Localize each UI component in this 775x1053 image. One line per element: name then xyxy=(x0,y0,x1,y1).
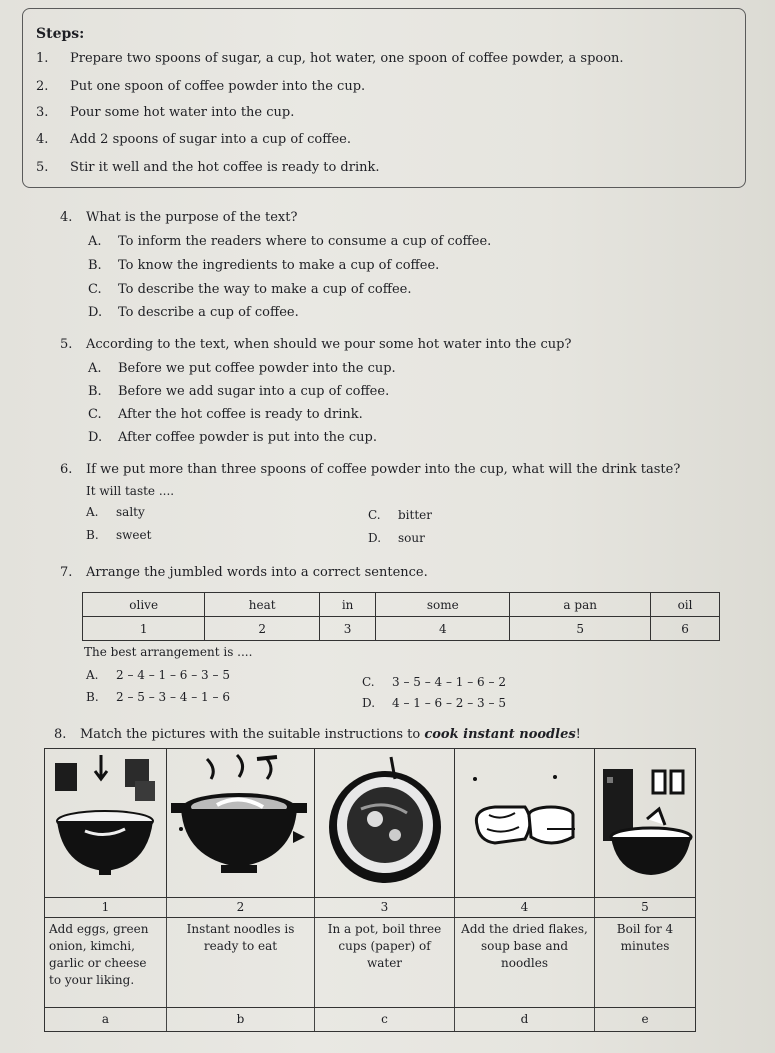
option-text: sour xyxy=(398,531,425,545)
option-text: 3 – 5 – 4 – 1 – 6 – 2 xyxy=(392,675,506,689)
step-number: 2. xyxy=(36,79,49,94)
option-text: sweet xyxy=(116,528,152,542)
option-text: After the hot coffee is ready to drink. xyxy=(118,407,363,422)
noodles-flakes-icon xyxy=(455,749,593,895)
number-cell: 4 xyxy=(376,617,510,641)
picture-cell-4 xyxy=(455,749,595,897)
word-cell: some xyxy=(376,593,510,617)
question-stem: The best arrangement is .... xyxy=(84,645,253,659)
q5-option-b[interactable] xyxy=(88,384,389,399)
steps-title: Steps: xyxy=(36,26,85,42)
option-letter: A. xyxy=(86,505,99,519)
number-cell: 3 xyxy=(320,617,376,641)
option-letter: D. xyxy=(88,430,103,445)
question-text: Arrange the jumbled words into a correct sentence. xyxy=(86,565,428,580)
question-number: 8. xyxy=(54,727,67,742)
option-text: 2 – 4 – 1 – 6 – 3 – 5 xyxy=(116,668,230,682)
option-letter: B. xyxy=(88,384,102,399)
step-number: 3. xyxy=(36,105,49,120)
instruction-text: In a pot, boil three cups (paper) of water xyxy=(315,918,455,1007)
step-item xyxy=(36,79,365,94)
question-8 xyxy=(54,727,581,742)
option-letter: C. xyxy=(362,675,375,689)
number-cell: 6 xyxy=(651,617,720,641)
q4-option-b[interactable] xyxy=(88,258,439,273)
option-text: Before we add sugar into a cup of coffee. xyxy=(118,384,390,399)
q4-option-a[interactable] xyxy=(88,234,491,249)
question-number: 7. xyxy=(60,565,73,580)
match-letter: b xyxy=(167,1008,315,1031)
step-text: Stir it well and the hot coffee is ready to drink. xyxy=(70,160,380,175)
option-letter: C. xyxy=(88,407,102,422)
match-number: 2 xyxy=(167,898,315,917)
q6-option-a[interactable] xyxy=(86,505,145,519)
match-letter: e xyxy=(641,1012,649,1026)
q5-option-d[interactable] xyxy=(88,430,377,445)
option-text: bitter xyxy=(398,508,433,522)
match-number: 3 xyxy=(315,898,455,917)
q6-option-d[interactable] xyxy=(368,531,425,545)
match-number: 4 xyxy=(455,898,595,917)
instruction-text: Add eggs, green onion, kimchi, garlic or cheese to your liking. xyxy=(45,918,167,1007)
instruction-text: Boil for 4 minutes xyxy=(616,922,674,953)
word-cell: in xyxy=(320,593,376,617)
option-text: 4 – 1 – 6 – 2 – 3 – 5 xyxy=(392,696,506,710)
question-text: What is the purpose of the text? xyxy=(86,210,298,225)
q4-option-c[interactable] xyxy=(88,282,411,297)
option-text: To describe the way to make a cup of coffee. xyxy=(118,282,412,297)
match-letter: d xyxy=(455,1008,595,1031)
step-text: Put one spoon of coffee powder into the cup. xyxy=(70,79,366,94)
question-7 xyxy=(60,565,428,580)
match-number: 5 xyxy=(641,900,649,914)
question-6 xyxy=(60,462,680,477)
step-number: 5. xyxy=(36,160,49,175)
option-text: salty xyxy=(116,505,145,519)
q4-option-d[interactable] xyxy=(88,305,299,320)
bowl-add-toppings-icon xyxy=(45,749,165,895)
match-letter: a xyxy=(45,1008,167,1031)
matching-table xyxy=(44,748,696,1032)
picture-cell-5 xyxy=(595,749,695,897)
q7-option-c[interactable] xyxy=(362,675,506,689)
question-number: 5. xyxy=(60,337,73,352)
question-text: If we put more than three spoons of coffee powder into the cup, what will the drink taste? xyxy=(86,462,681,477)
step-text: Pour some hot water into the cup. xyxy=(70,105,295,120)
option-letter: B. xyxy=(86,528,99,542)
word-cell: olive xyxy=(83,593,205,617)
option-letter: C. xyxy=(88,282,102,297)
option-text: After coffee powder is put into the cup. xyxy=(118,430,377,445)
instruction-text: Add the dried flakes, soup base and noodles xyxy=(455,918,595,1007)
option-letter: C. xyxy=(368,508,381,522)
number-cell: 2 xyxy=(205,617,320,641)
step-number: 4. xyxy=(36,132,49,147)
match-instruction-row xyxy=(45,917,695,1007)
step-item xyxy=(36,105,294,120)
option-text: To describe a cup of coffee. xyxy=(118,305,299,320)
option-text: Before we put coffee powder into the cup. xyxy=(118,361,396,376)
option-letter: A. xyxy=(86,668,99,682)
question-number: 6. xyxy=(60,462,73,477)
question-number: 4. xyxy=(60,210,73,225)
option-letter: A. xyxy=(88,234,102,249)
question-emphasis: cook instant noodles xyxy=(424,727,576,742)
q7-option-b[interactable] xyxy=(86,690,230,704)
option-text: 2 – 5 – 3 – 4 – 1 – 6 xyxy=(116,690,230,704)
option-letter: A. xyxy=(88,361,102,376)
step-number: 1. xyxy=(36,51,49,66)
number-cell: 5 xyxy=(510,617,651,641)
question-stem: It will taste .... xyxy=(86,484,175,498)
instruction-text: Instant noodles is ready to eat xyxy=(167,918,315,1007)
option-letter: D. xyxy=(88,305,103,320)
word-cell: heat xyxy=(205,593,320,617)
option-text: To inform the readers where to consume a cup of coffee. xyxy=(118,234,492,249)
step-item xyxy=(36,132,351,147)
bowl-timer-icon xyxy=(595,749,695,895)
word-cell: oil xyxy=(651,593,720,617)
boiling-pot-icon xyxy=(167,749,313,895)
option-letter: B. xyxy=(86,690,99,704)
option-letter: D. xyxy=(362,696,376,710)
match-letter-row xyxy=(45,1007,695,1031)
picture-cell-1 xyxy=(45,749,167,897)
question-text: Match the pictures with the suitable instructions to xyxy=(80,727,425,742)
step-item xyxy=(36,160,380,175)
option-letter: D. xyxy=(368,531,382,545)
step-text: Add 2 spoons of sugar into a cup of coffee. xyxy=(70,132,351,147)
picture-cell-3 xyxy=(315,749,455,897)
match-number-row xyxy=(45,897,695,917)
q7-option-d[interactable] xyxy=(362,696,506,710)
step-text: Prepare two spoons of sugar, a cup, hot water, one spoon of coffee powder, a spoon. xyxy=(70,51,624,66)
number-cell: 1 xyxy=(83,617,205,641)
jumbled-words-table xyxy=(82,592,720,641)
question-text-end: ! xyxy=(575,727,581,742)
match-letter: c xyxy=(315,1008,455,1031)
noodle-bowl-icon xyxy=(315,749,453,895)
question-4 xyxy=(60,210,297,225)
word-cell: a pan xyxy=(510,593,651,617)
question-5 xyxy=(60,337,571,352)
option-text: To know the ingredients to make a cup of coffee. xyxy=(118,258,440,273)
numbers-row xyxy=(83,617,720,641)
q5-option-c[interactable] xyxy=(88,407,363,422)
question-text: According to the text, when should we pour some hot water into the cup? xyxy=(86,337,572,352)
q6-option-b[interactable] xyxy=(86,528,151,542)
q6-option-c[interactable] xyxy=(368,508,432,522)
words-row xyxy=(83,593,720,617)
q5-option-a[interactable] xyxy=(88,361,396,376)
option-letter: B. xyxy=(88,258,102,273)
match-number: 1 xyxy=(45,898,167,917)
picture-cell-2 xyxy=(167,749,315,897)
step-item xyxy=(36,51,624,66)
q7-option-a[interactable] xyxy=(86,668,230,682)
